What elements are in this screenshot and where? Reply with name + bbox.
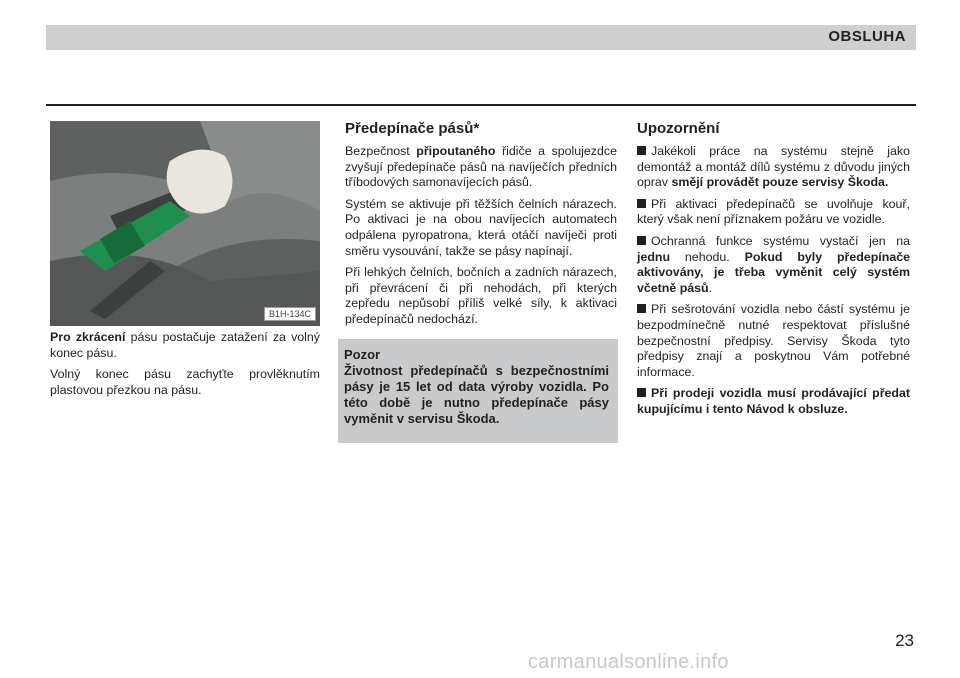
bullet-icon bbox=[637, 304, 646, 313]
notice-bullet-1 bbox=[637, 144, 910, 191]
paragraph-text: Bezpečnost bbox=[345, 144, 417, 158]
bold-term: Při prodeji vozidla musí prodávající předat kupujícímu i tento Návod k obsluze. bbox=[637, 386, 910, 416]
notice-bullet-2 bbox=[637, 197, 910, 228]
figure-label: B1H-134C bbox=[264, 307, 316, 321]
left-paragraph-2: Volný konec pásu zachyťte provlěknutím plastovou přezkou na pásu. bbox=[50, 367, 320, 397]
bold-term: Pro zkrácení bbox=[50, 330, 126, 344]
middle-heading: Předepínače pásů* bbox=[345, 120, 480, 137]
paragraph-text: řidiče a spolujezdce zvyšují předepínače pásů na navíječích předních tříbodových samonavíjecích pásů. bbox=[345, 144, 617, 190]
middle-paragraph-3: Při lehkých čelních, bočních a zadních nárazech, při převrácení či při nehodách, při kterých zepředu nepůsobí příliš velké síly, k aktivaci předepínačů nedochází. bbox=[345, 265, 617, 326]
notice-bullet-4 bbox=[637, 302, 910, 380]
bullet-icon bbox=[637, 236, 646, 245]
section-title: OBSLUHA bbox=[828, 28, 906, 45]
right-heading: Upozornění bbox=[637, 120, 720, 137]
bullet-icon bbox=[637, 199, 646, 208]
header-bar bbox=[46, 25, 916, 50]
middle-paragraph-1 bbox=[345, 144, 617, 191]
left-column bbox=[50, 330, 320, 404]
paragraph-text: Ochranná funkce systému vystačí jen na bbox=[651, 233, 910, 248]
seatbelt-illustration bbox=[50, 121, 320, 326]
bold-term: jednu bbox=[637, 249, 671, 264]
bold-term: Pokud byly předepínače aktivovány, je třeba vyměnit celý systém včetně pásů bbox=[637, 249, 910, 295]
bullet-icon bbox=[637, 388, 646, 397]
middle-paragraph-2: Systém se aktivuje při těžších čelních nárazech. Po aktivaci je na obou navíjecích automatech odpálena pyropatrona, která otáčí navíječi proti směru vysouvání, takže se pásy napínají. bbox=[345, 196, 617, 258]
middle-column bbox=[345, 120, 617, 334]
seatbelt-drawing bbox=[50, 121, 320, 326]
paragraph-text: nehodu. bbox=[670, 249, 745, 264]
page-number: 23 bbox=[895, 631, 914, 650]
bullet-icon bbox=[637, 146, 646, 155]
paragraph-text: Při sešrotování vozidla nebo částí systému je bezpodmínečně nutné respektovat příslušné bezpečnostní předpisy. Servisy Škoda tyto předpisy znají a poskytnou Vám potřebné informace. bbox=[637, 302, 910, 379]
warning-title: Pozor bbox=[344, 347, 381, 362]
paragraph-text: Jakékoli práce na systému stejně jako demontáž a montáž dílů systému z důvodu jiných oprav bbox=[637, 144, 910, 190]
warning-text: Životnost předepínačů s bezpečnostními pásy je 15 let od data výroby vozidla. Po této době je nutno předepínače pásy vyměnit v servisu Škoda. bbox=[344, 363, 609, 426]
paragraph-text: . bbox=[708, 280, 713, 295]
notice-bullet-3 bbox=[637, 234, 910, 296]
bold-term: připoutaného bbox=[416, 144, 496, 158]
notice-bullet-5 bbox=[637, 386, 910, 417]
warning-box bbox=[338, 339, 618, 443]
right-column bbox=[637, 120, 910, 424]
warning-content bbox=[344, 347, 609, 427]
bold-term: smějí provádět pouze servisy Škoda. bbox=[671, 175, 889, 190]
paragraph-text: Při aktivaci předepínačů se uvolňuje kouř, který však není příznakem požáru ve vozidle. bbox=[637, 196, 910, 227]
divider-rule bbox=[46, 104, 916, 106]
left-paragraph-1 bbox=[50, 330, 320, 361]
watermark-text: carmanualsonline.info bbox=[528, 651, 729, 673]
paragraph-text: pásu postačuje zatažení za volný konec pásu. bbox=[50, 330, 320, 360]
